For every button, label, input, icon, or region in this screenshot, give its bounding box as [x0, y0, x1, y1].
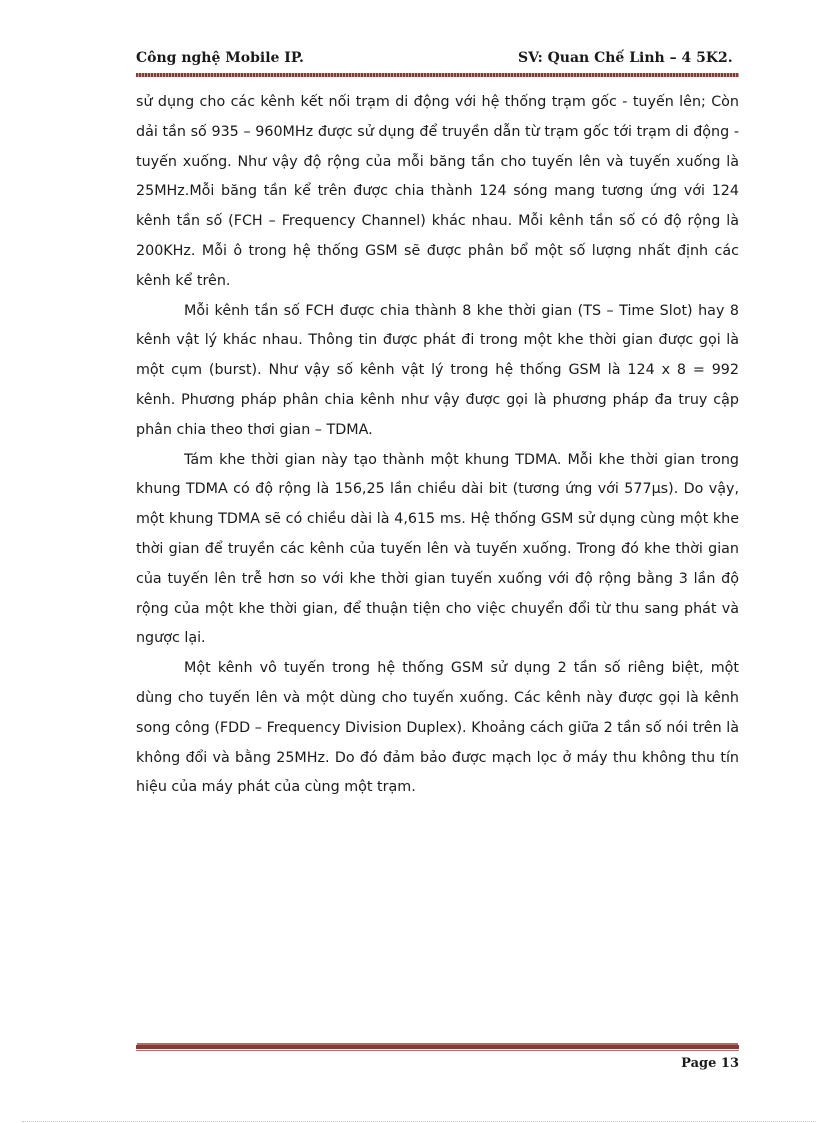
header-divider — [136, 73, 739, 77]
paragraph: Mỗi kênh tần số FCH được chia thành 8 khe thời gian (TS – Time Slot) hay 8 kênh vật lý khác nhau. Thông tin được phát đi trong một khe thời gian được gọi là một cụm (burst). Như vậy số kênh vật lý trong hệ thống GSM là 124 x 8 = 992 kênh. Phương pháp phân chia kênh như vậy được gọi là phương pháp đa truy cập phân chia theo thơi gian – TDMA. — [136, 302, 739, 438]
page-header — [136, 50, 739, 72]
page-edge-line — [22, 1121, 816, 1122]
body-text — [136, 88, 739, 803]
footer-divider-thin — [136, 1050, 739, 1051]
page-number: Page 13 — [681, 1056, 739, 1071]
paragraph: Tám khe thời gian này tạo thành một khung TDMA. Mỗi khe thời gian trong khung TDMA có độ rộng là 156,25 lần chiều dài bit (tương ứng với 577μs). Do vậy, một khung TDMA sẽ có chiều dài là 4,615 ms. Hệ thống GSM sử dụng cùng một khe thời gian để truyền các kênh của tuyến lên và tuyến xuống. Trong đó khe thời gian của tuyến lên trễ hơn so với khe thời gian tuyến xuống với độ rộng bằng 3 lần độ rộng của một khe thời gian, để thuận tiện cho việc chuyển đổi từ thu sang phát và ngược lại. — [136, 451, 739, 647]
header-title: Công nghệ Mobile IP. — [136, 50, 304, 66]
paragraph-continued: sử dụng cho các kênh kết nối trạm di động với hệ thống trạm gốc - tuyến lên; Còn dải tần số 935 – 960MHz được sử dụng để truyền dẫn từ trạm gốc tới trạm di động - tuyến xuống. Như vậy độ rộng của mỗi băng tần cho tuyến lên và tuyến xuống là 25MHz.Mỗi băng tần kể trên được chia thành 124 sóng mang tương ứng với 124 kênh tần số (FCH – Frequency Channel) khác nhau. Mỗi kênh tần số có độ rộng là 200KHz. Mỗi ô trong hệ thống GSM sẽ được phân bổ một số lượng nhất định các kênh kể trên. — [136, 94, 739, 289]
header-author: SV: Quan Chế Linh – 4 5K2. — [518, 50, 733, 66]
paragraph: Một kênh vô tuyến trong hệ thống GSM sử dụng 2 tần số riêng biệt, một dùng cho tuyến lên và một dùng cho tuyến xuống. Các kênh này được gọi là kênh song công (FDD – Frequency Division Duplex). Khoảng cách giữa 2 tần số nói trên là không đổi và bằng 25MHz. Do đó đảm bảo được mạch lọc ở máy thu không thu tín hiệu của máy phát của cùng một trạm. — [136, 660, 739, 796]
footer-divider — [136, 1045, 739, 1049]
